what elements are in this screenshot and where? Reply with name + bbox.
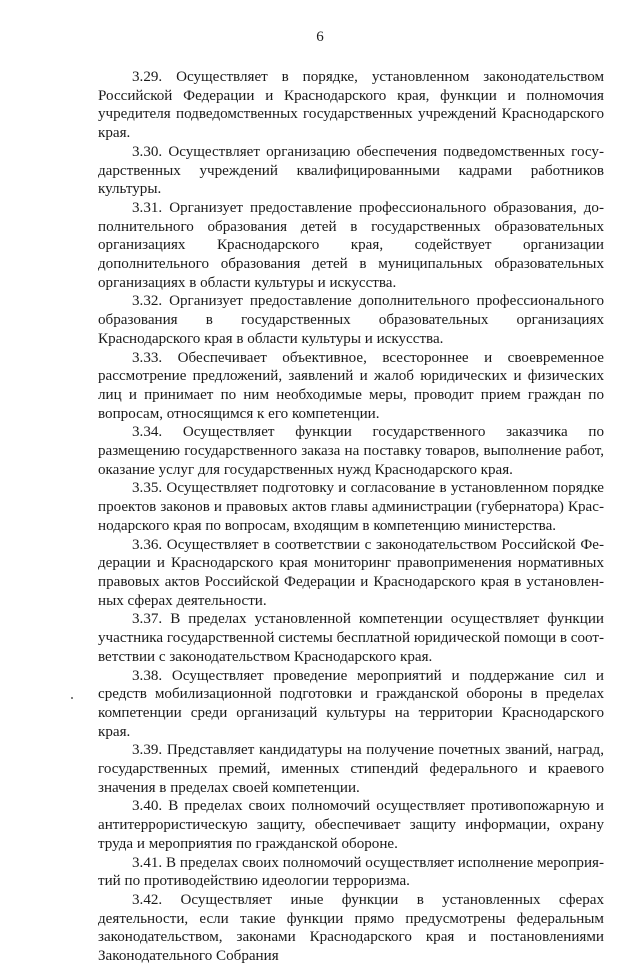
- paragraph-3-39: 3.39. Представляет кандидатуры на получение почетных званий, наград, государственных премий, именных стипендий федерального и краевого значения в пределах своей компетенции.: [98, 742, 604, 796]
- paragraph-3-33: 3.33. Обеспечивает объективное, всестороннее и своевременное рассмотрение предложений, заявлений и жалоб юридических и физических лиц и принимает по ним необходимые меры, проводит прием граждан по вопросам, относящимся к его компетенции.: [98, 349, 604, 422]
- paragraph-3-29: 3.29. Осуществляет в порядке, установленном законодательством Российской Федерации и Краснодарского края, функции и полномочия учредителя подведомственных государственных учреждений Краснодарского края.: [98, 69, 604, 142]
- paragraph-3-32: 3.32. Организует предоставление дополнительного профессионального образования в государственных образовательных организациях Краснодарского края в области культуры и искусства.: [98, 293, 604, 347]
- margin-mark: [71, 697, 73, 699]
- paragraph-3-34: 3.34. Осуществляет функции государственного заказчика по размещению государственного заказа на поставку товаров, выполнение работ, оказание услуг для государственных нужд Краснодарского края.: [98, 424, 604, 478]
- page-number: 6: [316, 29, 324, 45]
- document-body: [98, 68, 604, 966]
- paragraph-3-35: 3.35. Осуществляет подготовку и согласование в установленном порядке проектов законов и правовых актов главы администрации (губернатора) Краснодарского края по вопросам, входящим в компетенцию министерства.: [98, 480, 604, 534]
- paragraph-3-36: 3.36. Осуществляет в соответствии с законодательством Российской Федерации и Краснодарского края мониторинг правоприменения нормативных правовых актов Российской Федерации и Краснодарского края в установленных сферах деятельности.: [98, 536, 604, 609]
- paragraph-3-41: 3.41. В пределах своих полномочий осуществляет исполнение мероприятий по противодействию идеологии терроризма.: [98, 854, 604, 890]
- paragraph-3-42: 3.42. Осуществляет иные функции в установленных сферах деятельности, если такие функции прямо предусмотрены федеральным законодательством, законами Краснодарского края и постановлениями Законодательного Собрания: [98, 891, 604, 965]
- paragraph-3-31: 3.31. Организует предоставление профессионального образования, дополнительного образования детей в государственных образовательных организациях Краснодарского края, содействует организации дополнительного образования детей в муниципальных образовательных организациях в области культуры и искусства.: [98, 199, 604, 291]
- paragraph-3-37: 3.37. В пределах установленной компетенции осуществляет функции участника государственной системы бесплатной юридической помощи в соответствии с законодательством Краснодарского края.: [98, 611, 604, 665]
- paragraph-3-30: 3.30. Осуществляет организацию обеспечения подведомственных государственных учреждений квалифицированными кадрами работников культуры.: [98, 143, 604, 198]
- paragraph-3-38: 3.38. Осуществляет проведение мероприятий и поддержание сил и средств мобилизационной подготовки и гражданской обороны в пределах компетенции среди организаций культуры на территории Краснодарского края.: [98, 667, 604, 740]
- paragraph-3-40: 3.40. В пределах своих полномочий осуществляет противопожарную и антитеррористическую защиту, обеспечивает защиту информации, охрану труда и мероприятия по гражданской обороне.: [98, 798, 604, 852]
